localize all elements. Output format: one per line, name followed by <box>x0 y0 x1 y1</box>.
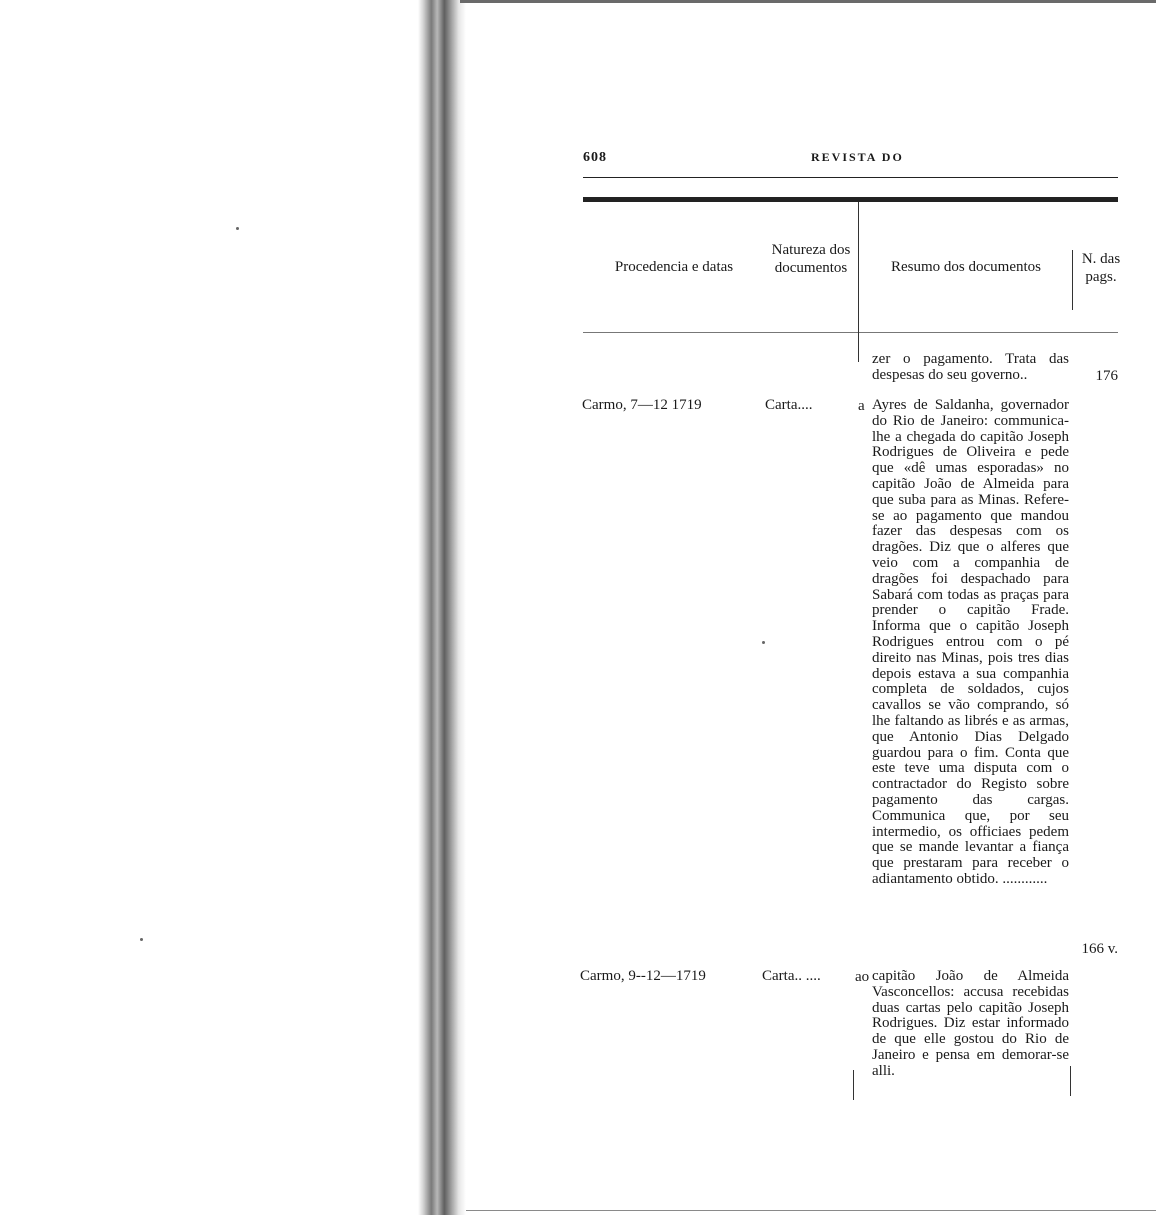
journal-title: REVISTA DO <box>811 150 904 164</box>
table-row-summary: zer o pagamento. Trata das despesas do seu governo.. <box>872 351 1069 383</box>
table-row-natureza: Carta.. .... <box>762 968 821 984</box>
column-divider-resumo-pags <box>1072 250 1073 310</box>
column-divider-natureza-resumo <box>858 202 859 362</box>
head-rule <box>583 177 1118 178</box>
table-row-procedencia: Carmo, 7—12 1719 <box>582 397 702 413</box>
header-natureza: Natureza dos documentos <box>771 242 851 276</box>
table-row-procedencia: Carmo, 9--12—1719 <box>580 968 706 984</box>
page-top-edge <box>460 0 1156 3</box>
book-spine-shadow <box>418 0 466 1215</box>
header-resumo: Resumo dos documentos <box>891 259 1041 275</box>
table-row-pages: 166 v. <box>1081 941 1118 957</box>
running-head <box>583 150 1118 172</box>
paper-speck <box>762 641 765 644</box>
table-row-summary: capitão João de Almeida Vasconcellos: accusa recebidas duas cartas pelo capitão Joseph Rodrigues. Diz estar informado de que elle gostou do Rio de Janeiro e pensa em demorar-se alli. <box>872 968 1069 1079</box>
table-row-prefix: a <box>858 398 865 414</box>
table-row-natureza: Carta.... <box>765 397 813 413</box>
table-header-bottom-rule <box>583 332 1118 333</box>
table-top-rule <box>583 197 1118 202</box>
column-divider-fragment <box>1070 1066 1071 1096</box>
header-procedencia: Procedencia e datas <box>614 259 734 275</box>
table-row-pages: 176 <box>1095 368 1118 384</box>
table-row-prefix: ao <box>855 969 870 985</box>
table-row-summary: Ayres de Saldanha, governador do Rio de Janeiro: communica-lhe a chegada do capitão Joseph Rodrigues de Oliveira e pede que «dê umas esporadas» no capitão João de Almeida para que suba para as Minas. Refere-se ao pagamento que mandou fazer das despesas com os dragões. Diz que o alferes que veio com a companhia de dragões foi despachado para Sabará com todas as praças para prender o capitão Frade. Informa que o capitão Joseph Rodrigues entrou com o pé direito nas Minas, pois tres dias depois estava a sua companhia completa de soldados, cujos cavallos se vão comprando, só lhe faltando as librés e as armas, que Antonio Dias Delgado guardou para o fim. Conta que este teve uma disputa com o contractador do Registo sobre pagamento das cargas. Communica que, por seu intermedio, os officiaes pedem que se mande levantar a fiança que prestaram para receber o adiantamento obtido. ............ <box>872 397 1069 887</box>
header-paginas: N. das pags. <box>1081 251 1121 285</box>
page-number: 608 <box>583 150 607 165</box>
paper-speck <box>236 227 239 230</box>
column-divider-fragment <box>853 1070 854 1100</box>
paper-speck <box>140 938 143 941</box>
page-bottom-edge <box>466 1210 1156 1211</box>
